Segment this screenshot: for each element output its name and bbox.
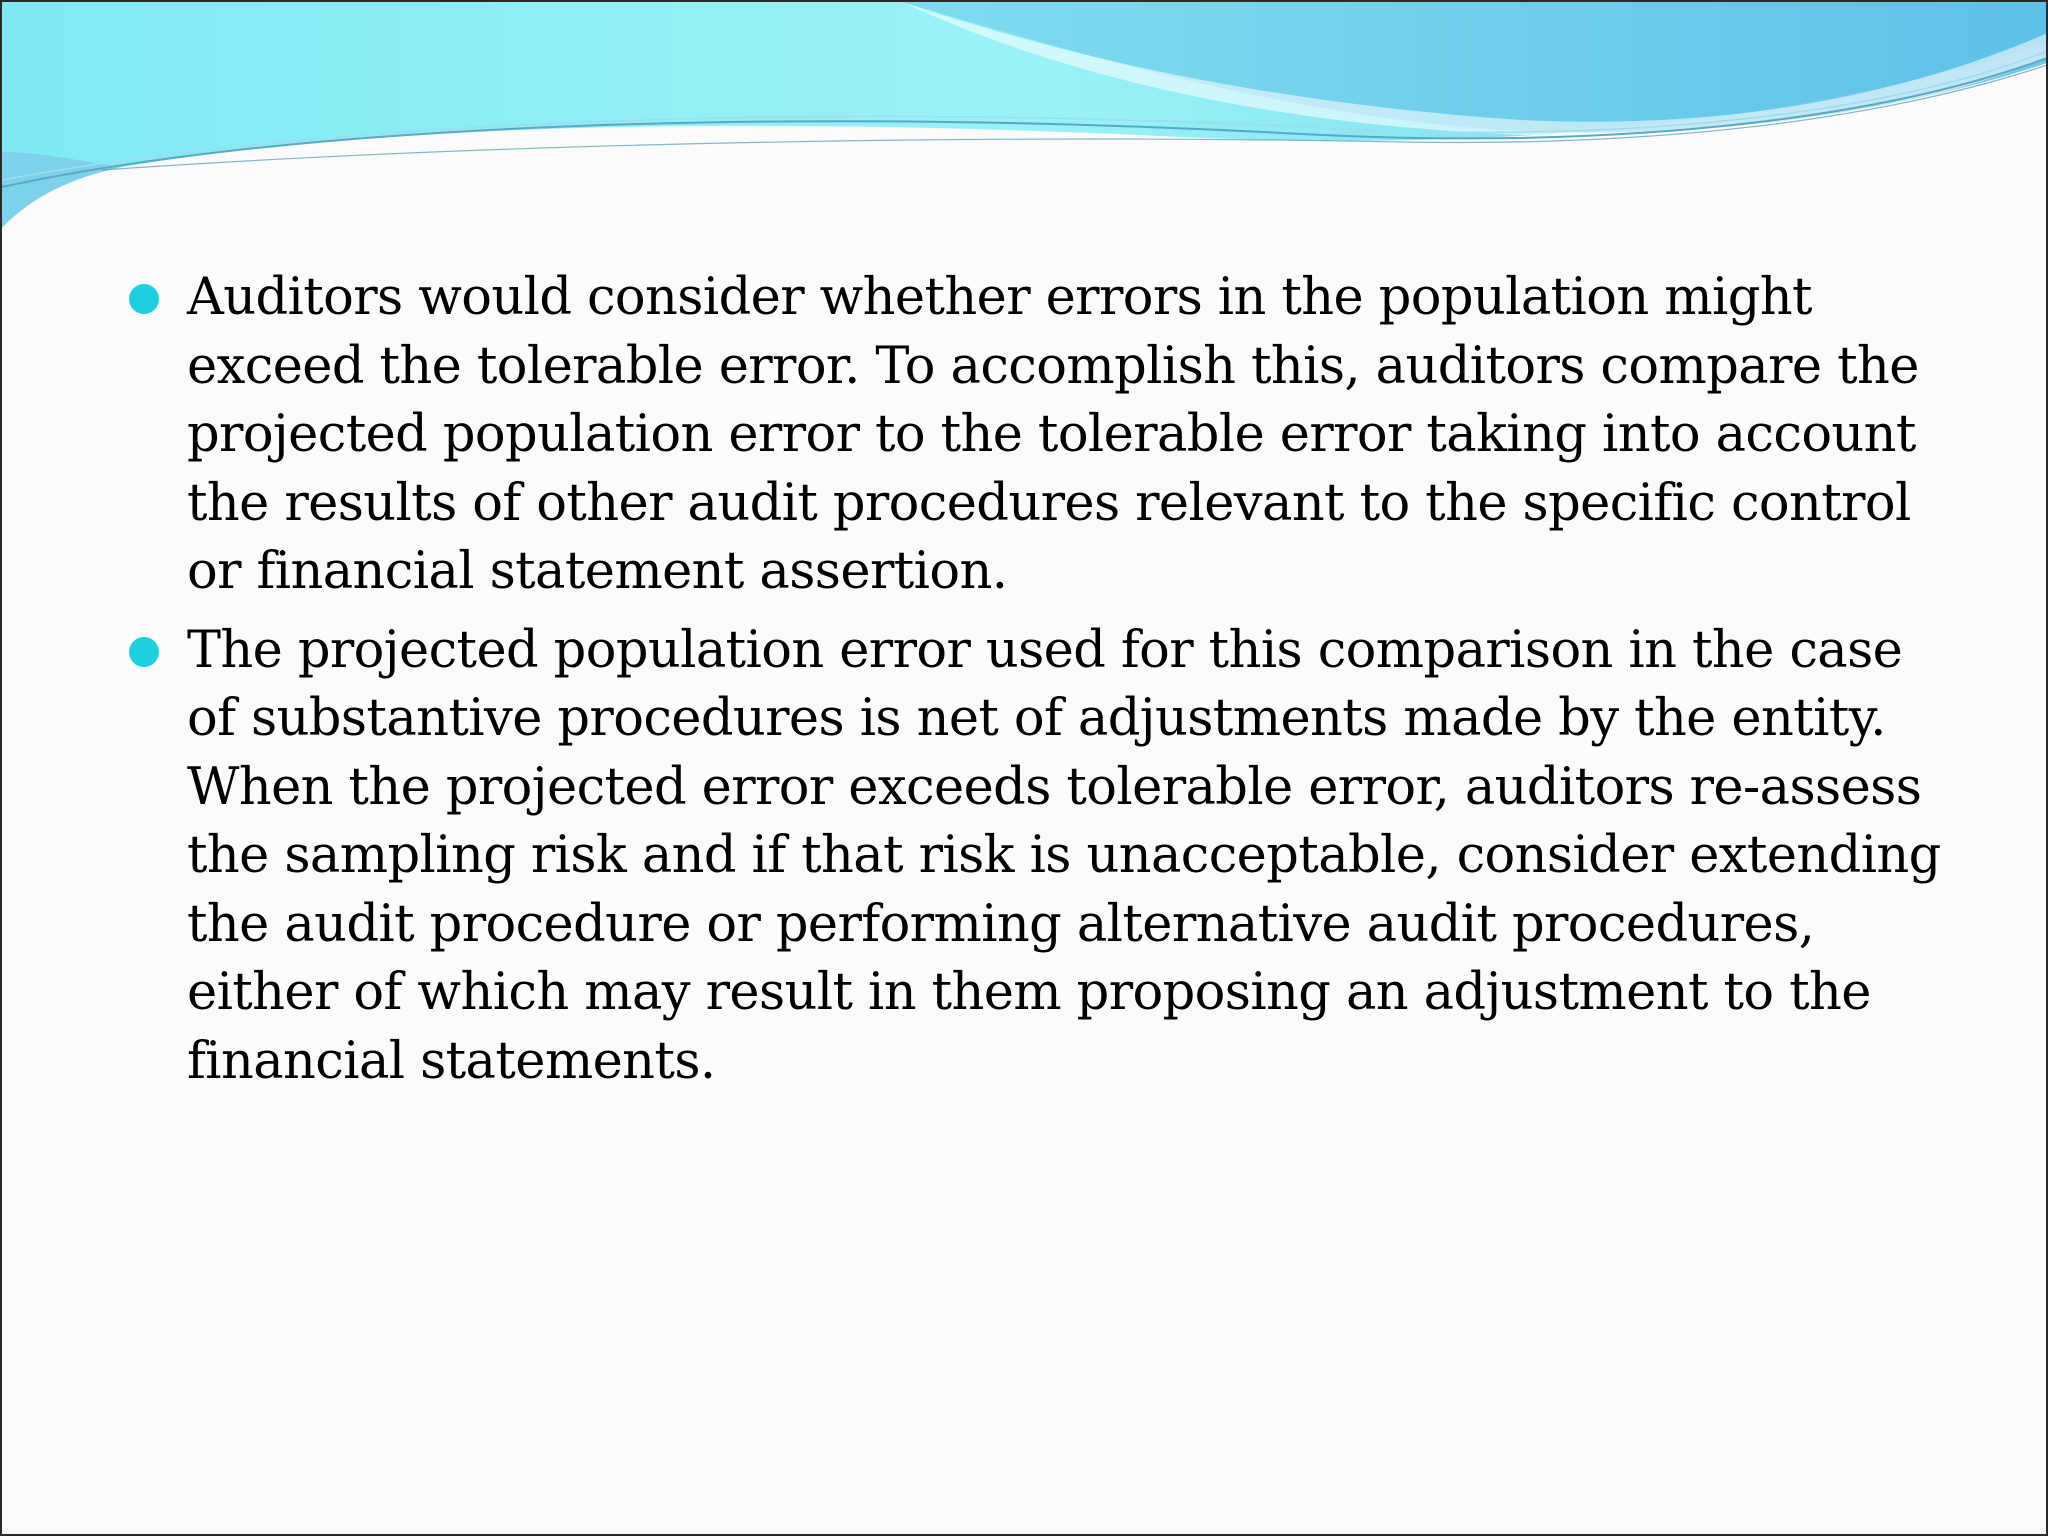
bullet-list bbox=[127, 264, 1947, 1096]
bullet-item bbox=[127, 617, 1947, 1097]
bullet-dot-icon bbox=[129, 637, 159, 667]
bullet-text: Auditors would consider whether errors in the population might exceed the tolerable error. To accomplish this, auditors compare the projected population error to the tolerable error taking into account the results of other audit procedures relevant to the specific control or financial statement assertion. bbox=[187, 268, 1919, 601]
header-wave-decoration bbox=[2, 2, 2048, 242]
bullet-text: The projected population error used for this comparison in the case of substantive procedures is net of adjustments made by the entity. When the projected error exceeds tolerable error, auditors re-assess the sampling risk and if that risk is unacceptable, consider extending the audit procedure or performing alternative audit procedures, either of which may result in them proposing an adjustment to the financial statements. bbox=[187, 620, 1941, 1091]
bullet-dot-icon bbox=[129, 284, 159, 314]
bullet-item bbox=[127, 264, 1947, 607]
slide-body bbox=[127, 264, 1947, 1106]
